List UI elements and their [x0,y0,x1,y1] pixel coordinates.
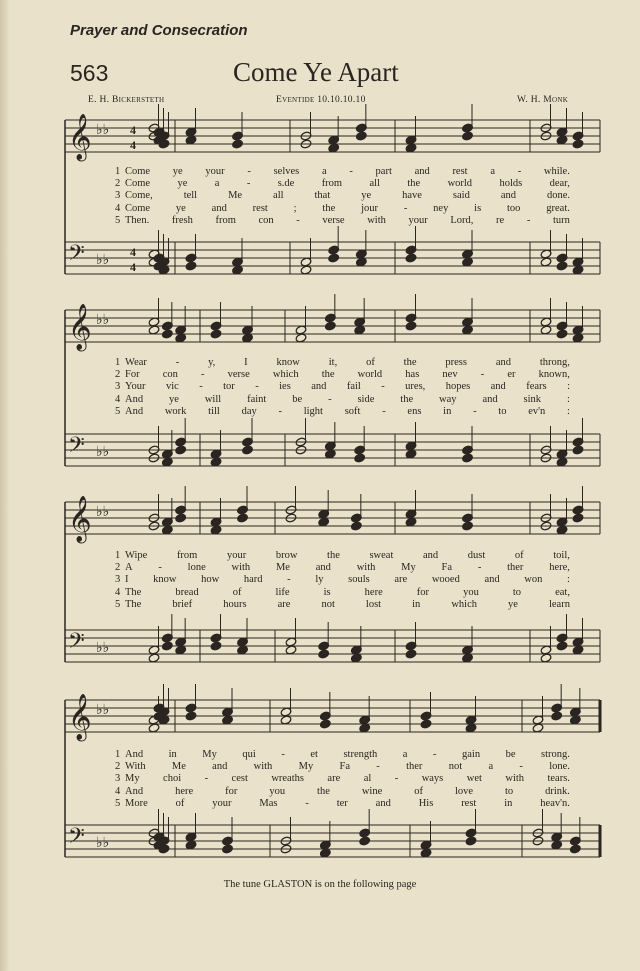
note-head [462,131,474,141]
note-head [161,525,173,535]
note-head [465,723,477,733]
section-heading: Prayer and Consecration [70,22,248,39]
treble-clef-icon: 𝄞 [68,304,92,350]
treble-clef-icon: 𝄞 [68,496,92,542]
verse-text: Come, tell Me all that ye have said and done. [125,190,570,202]
note-head [420,848,432,858]
verse-number: 1 [115,550,121,561]
verse-text: Then. fresh from con - verse with your Lord, re - turn [125,214,570,226]
verse-text: Wear - y, I know it, of the press and throng, [125,357,570,368]
note-head [556,641,568,651]
author-credit: E. H. Bickersteth [88,95,165,105]
verse-line [115,761,570,773]
verse-number: 4 [115,785,121,797]
note-head [185,840,197,850]
verse-line [115,357,570,369]
note-head [148,325,160,335]
bass-clef-icon: 𝄢 [68,241,85,271]
note-head [556,329,568,339]
verse-line [115,214,570,227]
verse-number: 5 [115,797,121,809]
note-head [556,135,568,145]
verse-number: 5 [115,214,121,226]
verse-number: 2 [115,562,121,574]
note-head [185,135,197,145]
verse-line [115,550,570,562]
verse-line [115,190,570,202]
note-head [572,445,584,455]
verse-line [115,166,570,178]
key-signature-flats: ♭♭ [96,123,110,138]
note-head [405,253,417,263]
verse-line [115,773,570,785]
verse-number: 2 [115,761,121,773]
note-head [319,848,331,858]
note-head [319,719,331,729]
note-head [556,457,568,467]
treble-clef-icon: 𝄞 [68,114,92,160]
note-head [295,333,307,343]
note-head [556,525,568,535]
note-head [210,525,222,535]
note-head [462,257,474,267]
note-head [242,445,254,455]
note-head [551,840,563,850]
note-head [405,143,417,153]
note-head [405,517,417,527]
note-head [540,257,552,267]
time-signature: 4 [130,123,136,137]
note-head [210,329,222,339]
verse-line [115,598,570,611]
key-signature-flats: ♭♭ [96,505,110,520]
note-head [462,521,474,531]
verse-text: With Me and with My Fa - ther not a - lone. [125,761,570,773]
bass-clef-icon: 𝄢 [68,824,85,854]
note-head [551,711,563,721]
note-head [569,844,581,854]
note-head [242,333,254,343]
note-head [328,253,340,263]
note-head [324,449,336,459]
verse-number: 1 [115,357,121,368]
note-head [175,445,187,455]
note-head [350,653,362,663]
note-head [572,333,584,343]
note-head [572,265,584,275]
verse-line [115,749,570,761]
note-head [222,715,234,725]
note-head [232,265,244,275]
note-head [405,649,417,659]
verse-text: My choi - cest wreaths are al - ways wet with tears. [125,773,570,785]
verse-line [115,785,570,798]
verse-text: The brief hours are not lost in which ye learn [125,598,570,610]
key-signature-flats: ♭♭ [96,703,110,718]
bass-clef-icon: 𝄢 [68,629,85,659]
key-signature-flats: ♭♭ [96,836,110,851]
verse-line [115,562,570,574]
note-head [237,645,249,655]
note-head [175,333,187,343]
note-head [540,653,552,663]
note-head [232,139,244,149]
note-head [354,325,366,335]
note-head [148,653,160,663]
note-head [359,836,371,846]
verse-text: Your vic - tor - ies and fail - ures, hopes and fears : [125,381,570,393]
note-head [359,723,371,733]
verse-text: Wipe from your brow the sweat and dust of toil, [125,550,570,561]
note-head [324,321,336,331]
note-head [175,645,187,655]
key-signature-flats: ♭♭ [96,445,110,460]
tune-credit: Eventide 10.10.10.10 [276,95,366,105]
note-head [350,521,362,531]
key-signature-flats: ♭♭ [96,253,110,268]
note-head [465,836,477,846]
verse-line [115,178,570,190]
verse-number: 1 [115,166,121,177]
verse-number: 3 [115,381,121,393]
note-head [210,457,222,467]
note-head [540,325,552,335]
note-head [161,329,173,339]
note-head [222,844,234,854]
verse-block-2 [115,357,570,418]
verse-line [115,574,570,586]
treble-clef-icon: 𝄞 [68,694,92,740]
verse-number: 4 [115,586,121,598]
verse-number: 5 [115,405,121,417]
note-head [355,257,367,267]
note-head [462,653,474,663]
verse-block-3 [115,550,570,611]
verse-text: Come ye your - selves a - part and rest a - while. [125,166,570,177]
verse-line [115,202,570,215]
note-head [161,457,173,467]
verse-text: More of your Mas - ter and His rest in heav'n. [125,797,570,809]
hymn-number: 563 [70,60,109,86]
verse-number: 4 [115,202,121,214]
note-head [161,641,173,651]
verse-block-1 [115,166,570,227]
verse-number: 3 [115,773,121,785]
time-signature: 4 [130,260,136,274]
note-head [280,715,292,725]
verse-line [115,586,570,599]
note-head [175,513,187,523]
note-head [572,139,584,149]
note-head [210,641,222,651]
composer-credit: W. H. Monk [517,95,569,105]
verse-text: Come ye and rest ; the jour - ney is too great. [125,202,570,214]
note-head [148,723,160,733]
verse-text: And work till day - light soft - ens in - to ev'n : [125,405,570,417]
verse-text: The bread of life is here for you to eat, [125,586,570,598]
verse-text: And ye will faint be - side the way and sink : [125,393,570,405]
hymn-title: Come Ye Apart [233,57,399,87]
note-head [355,131,367,141]
verse-line [115,369,570,381]
note-head [572,645,584,655]
verse-number: 3 [115,574,121,586]
note-head [462,325,474,335]
note-head [532,723,544,733]
note-head [300,265,312,275]
note-head [556,261,568,271]
bass-clef-icon: 𝄢 [68,433,85,463]
note-head [285,645,297,655]
verse-text: I know how hard - ly souls are wooed and won : [125,574,570,586]
note-head [185,711,197,721]
note-head [405,321,417,331]
note-head [572,513,584,523]
verse-text: And in My qui - et strength a - gain be strong. [125,749,570,760]
note-head [462,453,474,463]
verse-line [115,797,570,810]
verse-number: 2 [115,178,121,190]
verse-number: 5 [115,598,121,610]
note-head [405,449,417,459]
verse-number: 4 [115,393,121,405]
note-head [328,143,340,153]
verse-text: Come ye a - s.de from all the world holds dear, [125,178,570,190]
verse-block-4 [115,749,570,810]
note-head [420,719,432,729]
note-head [185,261,197,271]
note-head [354,453,366,463]
note-head [237,513,249,523]
note-head [569,715,581,725]
verse-line [115,381,570,393]
verse-number: 3 [115,190,121,202]
verse-line [115,405,570,418]
footer-note: The tune GLASTON is on the following page [223,879,417,890]
key-signature-flats: ♭♭ [96,313,110,328]
verse-text: A - lone with Me and with My Fa - ther here, [125,562,570,574]
time-signature: 4 [130,138,136,152]
verse-number: 1 [115,749,121,760]
note-head [318,649,330,659]
verse-line [115,393,570,406]
note-head [318,517,330,527]
verse-text: For con - verse which the world has nev - er known, [125,369,570,381]
key-signature-flats: ♭♭ [96,641,110,656]
verse-text: And here for you the wine of love to drink. [125,785,570,797]
time-signature: 4 [130,245,136,259]
verse-number: 2 [115,369,121,381]
